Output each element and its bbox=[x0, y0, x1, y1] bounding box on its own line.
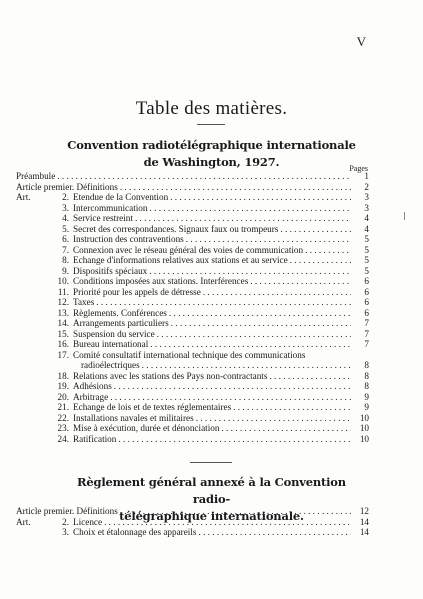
toc-entry bbox=[16, 308, 369, 319]
toc-entry-page: 8 bbox=[364, 360, 369, 370]
toc-entry bbox=[16, 360, 369, 371]
toc-entry-label: Etendue de la Convention bbox=[73, 192, 169, 202]
toc-entry-number: 22. bbox=[57, 412, 69, 423]
toc-entry-page: 5 bbox=[364, 234, 369, 244]
toc-entry-number: 17. bbox=[57, 349, 69, 360]
toc-entry-number: 6. bbox=[62, 234, 69, 244]
pages-column-label: Pages bbox=[349, 164, 368, 173]
toc-entry-page: 10 bbox=[359, 433, 369, 444]
toc-entry-label: Bureau international bbox=[73, 339, 149, 349]
toc-entry-label: Taxes bbox=[73, 297, 95, 307]
toc-entry-label: Installations navales et militaires bbox=[73, 412, 194, 423]
toc-entry-body bbox=[70, 517, 351, 528]
toc-entry-page: 5 bbox=[364, 255, 369, 265]
toc-entry-label: Conditions imposées aux stations. Interférences bbox=[73, 276, 249, 286]
toc-entry bbox=[16, 297, 369, 308]
toc-entry-body bbox=[70, 308, 351, 319]
toc-entry bbox=[16, 192, 369, 203]
toc-entry-body bbox=[70, 318, 351, 329]
toc-entry-label: Ratification bbox=[73, 433, 117, 444]
toc-entry bbox=[16, 392, 369, 403]
toc-entry-leader bbox=[102, 517, 351, 528]
toc-entry-body bbox=[16, 182, 351, 193]
toc-entry-leader bbox=[94, 297, 351, 308]
toc-entry-page: 14 bbox=[359, 527, 369, 537]
toc-entry bbox=[16, 234, 369, 245]
toc-entry-leader bbox=[148, 339, 351, 350]
toc-entry-body bbox=[70, 245, 351, 256]
toc-entry bbox=[16, 171, 369, 182]
toc-entry-leader bbox=[169, 318, 351, 329]
toc-entry-label: Relations avec les stations des Pays non-contractants bbox=[73, 370, 268, 381]
toc-entry-body bbox=[70, 423, 351, 434]
toc-entry-leader bbox=[168, 192, 351, 203]
toc-entry-number: 13. bbox=[57, 307, 69, 318]
toc-entry bbox=[16, 329, 369, 340]
toc-entry-number: 18. bbox=[57, 370, 69, 381]
toc-entry-page: 5 bbox=[364, 265, 369, 276]
toc-entry-page: 5 bbox=[364, 244, 369, 255]
toc-entry-label: Echange d'informations relatives aux stations et au service bbox=[73, 255, 288, 265]
toc-entry-leader bbox=[167, 308, 351, 319]
toc-entry-page: 7 bbox=[364, 339, 369, 349]
toc-entry-body bbox=[70, 192, 351, 203]
toc-entry-number: 7. bbox=[62, 244, 69, 255]
toc-entry bbox=[16, 423, 369, 434]
section1-title bbox=[60, 137, 363, 171]
toc-entry-leader bbox=[231, 402, 351, 413]
toc-entry-page: 10 bbox=[359, 412, 369, 423]
toc-entry-label: Service restreint bbox=[73, 213, 133, 223]
toc-entry bbox=[16, 255, 369, 266]
toc-entry-body bbox=[16, 506, 351, 517]
toc-entry-number: 21. bbox=[57, 402, 69, 412]
toc-entry bbox=[16, 224, 369, 235]
toc-entry-leader bbox=[108, 392, 351, 403]
toc-entry-label: Echange de lois et de textes réglementaires bbox=[73, 402, 232, 412]
toc-entry-number: 23. bbox=[57, 423, 69, 433]
toc-entry-number: 5. bbox=[62, 223, 69, 234]
toc-entry bbox=[16, 381, 369, 392]
toc-entry-label: Mise à exécution, durée et dénonciation bbox=[73, 423, 220, 433]
toc-entry-body bbox=[78, 360, 351, 371]
toc-entry bbox=[16, 517, 369, 528]
toc-entry-leader bbox=[116, 434, 351, 445]
toc-entry bbox=[16, 350, 369, 361]
toc-entry-body bbox=[70, 224, 351, 235]
toc-entry-leader bbox=[219, 423, 351, 434]
toc-entry bbox=[16, 318, 369, 329]
toc-entry-leader bbox=[303, 245, 351, 256]
toc-entry bbox=[16, 203, 369, 214]
toc-entry-page: 1 bbox=[364, 171, 369, 181]
toc-entry-body bbox=[70, 339, 351, 350]
toc-entry-label: Secret des correspondances. Signaux faux ou trompeurs bbox=[73, 223, 279, 234]
margin-mark bbox=[404, 212, 405, 220]
toc-entry-page: 7 bbox=[364, 318, 369, 328]
toc-entry-label: Connexion avec le réseau général des voies de communication bbox=[73, 244, 304, 255]
toc-entry bbox=[16, 213, 369, 224]
toc-entry-number: 15. bbox=[57, 328, 69, 339]
toc-entry-label: radioélectriques bbox=[81, 360, 140, 370]
toc-entry-art: Art. bbox=[16, 192, 31, 202]
section2-title-line2: télégraphique internationale. bbox=[119, 509, 304, 523]
toc-entry-number: 2. bbox=[62, 516, 69, 527]
toc-entry-number: 12. bbox=[57, 297, 69, 307]
toc-entry-body bbox=[70, 329, 351, 340]
toc-entry-body bbox=[70, 381, 351, 392]
toc-entry-body bbox=[70, 213, 351, 224]
toc-entry-body bbox=[70, 527, 351, 538]
toc-entry-body bbox=[70, 255, 351, 266]
toc-entry-body bbox=[70, 392, 351, 403]
toc-entry-label: Arrangements particuliers bbox=[73, 318, 169, 328]
toc-entry-label: Suspension du service bbox=[73, 328, 155, 339]
toc-entry-number: 4. bbox=[62, 213, 69, 223]
toc-entry-body bbox=[70, 402, 351, 413]
toc-entry-label: Article premier. Définitions bbox=[16, 506, 118, 516]
toc-entry-label: Adhésions bbox=[73, 381, 112, 391]
toc-entry bbox=[16, 506, 369, 517]
toc-entry-number: 20. bbox=[57, 391, 69, 402]
toc-entry-label: Préambule bbox=[16, 171, 56, 181]
toc-entry-body bbox=[70, 266, 351, 277]
toc-entry-leader bbox=[155, 329, 351, 340]
toc-entry-page: 8 bbox=[364, 381, 369, 391]
page-number: V bbox=[356, 34, 367, 49]
toc-entry-leader bbox=[267, 371, 351, 382]
toc-entry-page: 14 bbox=[359, 516, 369, 527]
toc-entry-body bbox=[16, 171, 351, 182]
toc-entry-body bbox=[70, 371, 351, 382]
toc-entry-page: 9 bbox=[364, 391, 369, 402]
toc-entry-leader bbox=[112, 381, 351, 392]
toc-entry-number: 19. bbox=[57, 381, 69, 391]
toc-entry-leader bbox=[140, 360, 351, 371]
toc-entry-number: 2. bbox=[62, 192, 69, 202]
toc-entry-leader bbox=[201, 287, 351, 298]
toc-entry-leader bbox=[184, 234, 351, 245]
document-title: Table des matières. bbox=[135, 98, 288, 119]
toc-entry-number: 10. bbox=[57, 276, 69, 286]
toc-entry-number: 16. bbox=[57, 339, 69, 349]
section2-toc bbox=[16, 506, 369, 538]
toc-entry bbox=[16, 527, 369, 538]
toc-entry-body bbox=[70, 413, 351, 424]
toc-entry-body bbox=[70, 276, 351, 287]
toc-entry-label: Règlements. Conférences bbox=[73, 307, 167, 318]
toc-entry-body bbox=[70, 297, 351, 308]
toc-entry-number: 8. bbox=[62, 255, 69, 265]
toc-entry-page: 2 bbox=[364, 181, 369, 192]
toc-entry-leader bbox=[194, 413, 351, 424]
toc-entry-number: 14. bbox=[57, 318, 69, 328]
toc-entry bbox=[16, 371, 369, 382]
toc-entry-page: 6 bbox=[364, 307, 369, 318]
toc-entry-leader bbox=[248, 276, 351, 287]
toc-entry-leader bbox=[196, 527, 351, 538]
section2-title-line1: Règlement général annexé à la Convention radio- bbox=[77, 475, 346, 506]
toc-entry-leader bbox=[118, 506, 351, 517]
toc-entry-page: 7 bbox=[364, 328, 369, 339]
title-divider bbox=[197, 124, 225, 125]
toc-entry-leader bbox=[288, 255, 351, 266]
toc-entry-leader bbox=[147, 266, 351, 277]
section1-toc bbox=[16, 171, 369, 444]
toc-entry-number: 3. bbox=[62, 527, 69, 537]
toc-entry bbox=[16, 339, 369, 350]
toc-entry-page: 3 bbox=[364, 192, 369, 202]
toc-entry-leader bbox=[278, 224, 351, 235]
toc-entry-label: Article premier. Définitions bbox=[16, 181, 118, 192]
toc-entry-leader bbox=[55, 171, 351, 182]
toc-entry-page: 6 bbox=[364, 297, 369, 307]
toc-entry-page: 6 bbox=[364, 276, 369, 286]
toc-entry-leader bbox=[133, 213, 351, 224]
toc-entry-body bbox=[70, 203, 351, 214]
toc-entry-label: Priorité pour les appels de détresse bbox=[73, 286, 201, 297]
toc-entry bbox=[16, 413, 369, 424]
toc-entry bbox=[16, 276, 369, 287]
toc-entry bbox=[16, 402, 369, 413]
toc-entry-page: 10 bbox=[359, 423, 369, 433]
toc-entry-page: 9 bbox=[364, 402, 369, 412]
toc-entry-label: Choix et étalonnage des appareils bbox=[73, 527, 197, 537]
toc-entry-label: Dispositifs spéciaux bbox=[73, 265, 148, 276]
toc-entry bbox=[16, 287, 369, 298]
toc-entry-art: Art. bbox=[16, 516, 31, 527]
toc-entry-page: 3 bbox=[364, 202, 369, 213]
toc-entry-page: 4 bbox=[364, 223, 369, 234]
toc-entry bbox=[16, 245, 369, 256]
toc-entry-label: Comité consultatif international technique des communications bbox=[73, 349, 306, 360]
toc-entry-body bbox=[70, 287, 351, 298]
section1-title-line2: de Washington, 1927. bbox=[143, 155, 280, 169]
toc-entry-body bbox=[70, 434, 351, 445]
toc-entry-page: 8 bbox=[364, 370, 369, 381]
toc-entry-page: 12 bbox=[359, 506, 369, 516]
toc-entry-leader bbox=[148, 203, 352, 214]
toc-entry-label: Instruction des contraventions bbox=[73, 234, 184, 244]
toc-entry bbox=[16, 266, 369, 277]
toc-entry-body bbox=[70, 234, 351, 245]
section-divider bbox=[190, 462, 232, 463]
toc-entry-page: 4 bbox=[364, 213, 369, 223]
toc-entry-number: 9. bbox=[62, 265, 69, 276]
toc-entry-label: Arbitrage bbox=[73, 391, 109, 402]
toc-entry-page: 6 bbox=[364, 286, 369, 297]
toc-entry bbox=[16, 434, 369, 445]
toc-entry-label: Licence bbox=[73, 516, 103, 527]
section1-title-line1: Convention radiotélégraphique internationale bbox=[67, 138, 356, 152]
toc-entry-number: 11. bbox=[57, 286, 69, 297]
toc-entry bbox=[16, 182, 369, 193]
toc-entry-label: Intercommunication bbox=[73, 202, 148, 213]
toc-entry-number: 24. bbox=[57, 433, 69, 444]
toc-entry-body bbox=[70, 350, 351, 361]
toc-entry-number: 3. bbox=[62, 202, 69, 213]
toc-entry-leader bbox=[118, 182, 351, 193]
